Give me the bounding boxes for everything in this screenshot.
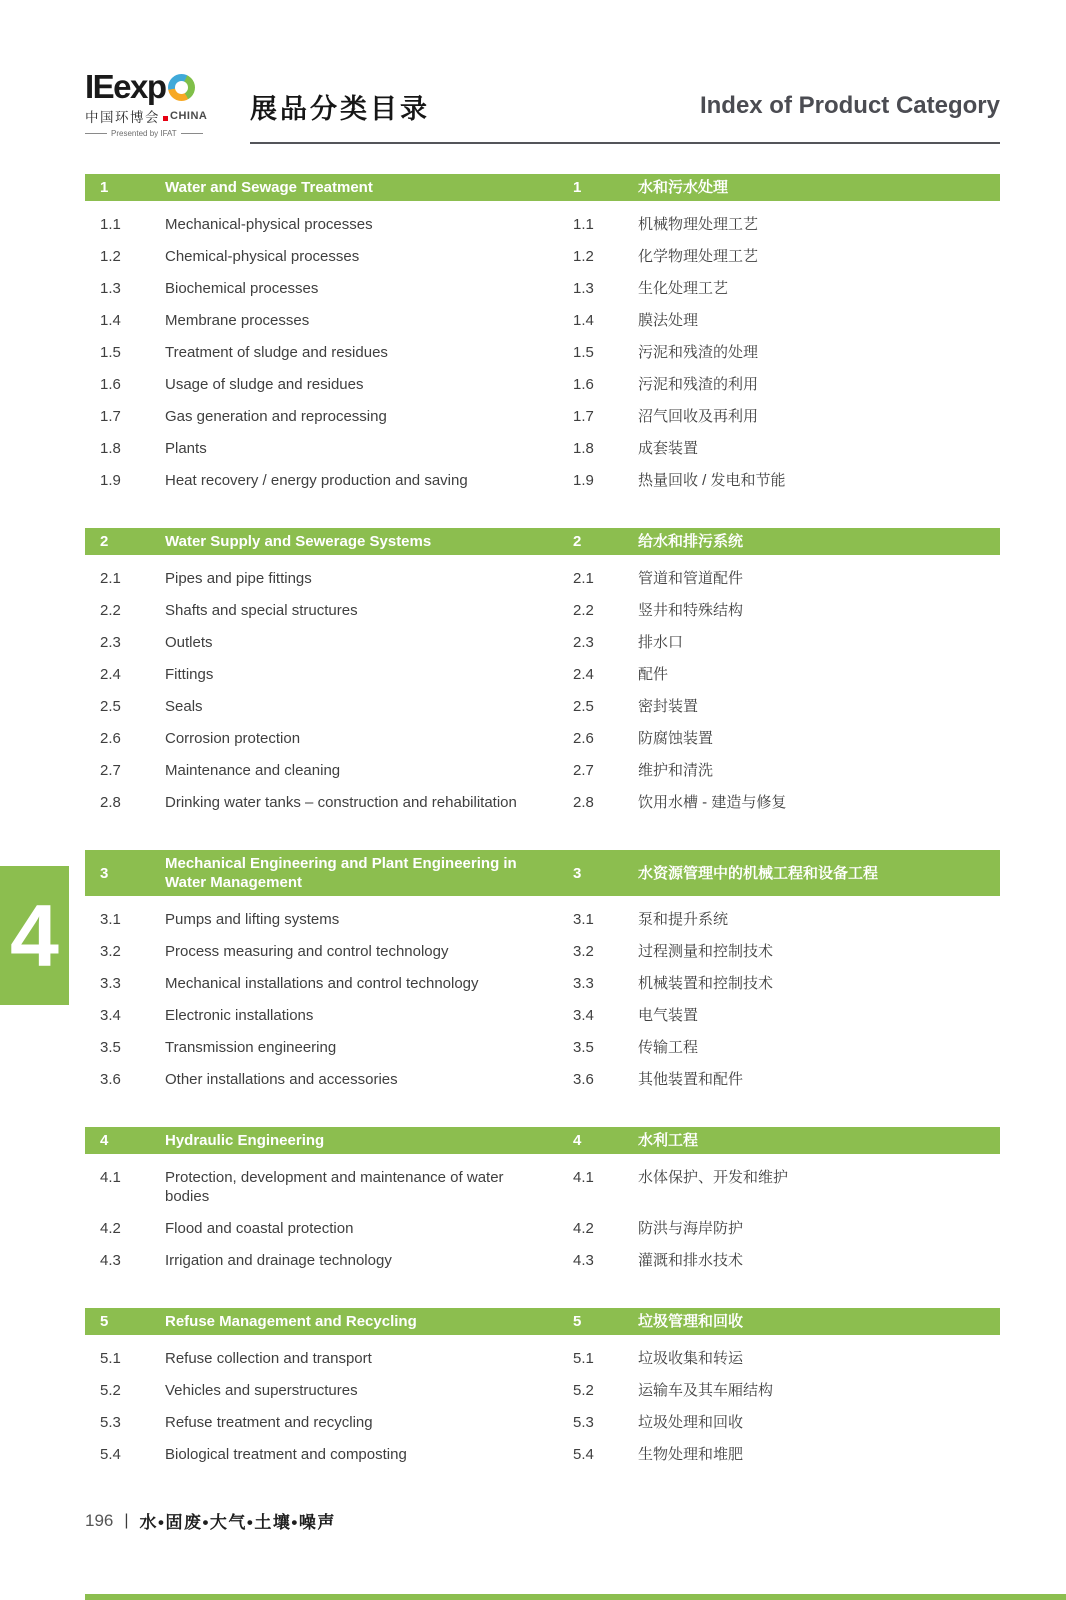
row-label-en: Refuse treatment and recycling [165,1414,373,1431]
category-row [85,1349,1000,1368]
category-section [85,1127,1000,1270]
row-label-zh: 生物处理和堆肥 [638,1446,744,1463]
row-label-en: Biochemical processes [165,280,319,297]
row-label-zh: 运输车及其车厢结构 [638,1382,774,1399]
row-label-zh: 竖井和特殊结构 [638,602,744,619]
row-number-en: 2.8 [100,794,121,811]
row-label-zh: 污泥和残渣的处理 [638,344,759,361]
row-number-zh: 3.2 [573,943,594,960]
section-header-bar [85,1127,1000,1154]
logo-chinese-name: 中国环博会 [85,110,160,125]
row-number-en: 1.2 [100,248,121,265]
category-row [85,247,1000,266]
category-row [85,729,1000,748]
row-number-en: 1.6 [100,376,121,393]
row-label-en: Seals [165,698,203,715]
category-section [85,850,1000,1089]
row-number-en: 4.2 [100,1220,121,1237]
row-label-zh: 灌溉和排水技术 [638,1252,744,1269]
section-number-zh: 2 [573,533,582,550]
ie-expo-logo [85,70,235,144]
row-label-en: Heat recovery / energy production and saving [165,472,468,489]
row-number-zh: 1.3 [573,280,594,297]
section-header-bar [85,528,1000,555]
row-number-zh: 4.2 [573,1220,594,1237]
category-section [85,528,1000,812]
category-row [85,761,1000,780]
row-label-zh: 饮用水槽 - 建造与修复 [638,794,787,811]
row-number-zh: 2.3 [573,634,594,651]
row-number-zh: 1.6 [573,376,594,393]
row-number-zh: 1.4 [573,312,594,329]
row-number-zh: 5.3 [573,1414,594,1431]
row-label-zh: 化学物理处理工艺 [638,248,759,265]
section-rows [85,215,1000,490]
section-title-en: Water and Sewage Treatment [165,179,373,196]
section-number-en: 5 [100,1313,109,1330]
category-row [85,439,1000,458]
row-number-en: 5.3 [100,1414,121,1431]
row-label-en: Process measuring and control technology [165,943,449,960]
section-rows [85,1168,1000,1270]
section-number-en: 2 [100,533,109,550]
logo-brand-text: IEexp [85,68,166,105]
section-header-bar [85,850,1000,896]
row-number-en: 1.4 [100,312,121,329]
row-label-en: Electronic installations [165,1007,314,1024]
row-number-zh: 3.4 [573,1007,594,1024]
page-footer [85,1508,1000,1533]
row-label-en: Drinking water tanks – construction and rehabilitation [165,794,517,811]
row-label-en: Flood and coastal protection [165,1220,354,1237]
category-row [85,601,1000,620]
row-number-zh: 2.4 [573,666,594,683]
row-number-zh: 1.7 [573,408,594,425]
category-row [85,1445,1000,1464]
logo-presented-by [85,129,235,138]
bottom-green-strip [85,1594,1066,1600]
section-rows [85,910,1000,1089]
row-number-zh: 2.2 [573,602,594,619]
row-label-zh: 膜法处理 [638,312,699,329]
row-number-zh: 2.5 [573,698,594,715]
category-row [85,471,1000,490]
row-number-zh: 2.6 [573,730,594,747]
row-number-en: 4.3 [100,1252,121,1269]
category-row [85,942,1000,961]
section-number-zh: 5 [573,1313,582,1330]
row-label-en: Pumps and lifting systems [165,911,340,928]
row-number-en: 3.1 [100,911,121,928]
row-number-en: 3.6 [100,1071,121,1088]
row-label-zh: 过程测量和控制技术 [638,943,774,960]
section-title-zh: 给水和排污系统 [638,533,744,550]
row-label-en: Other installations and accessories [165,1071,398,1088]
row-number-en: 2.7 [100,762,121,779]
logo-subtitle [85,106,235,126]
category-row [85,279,1000,298]
row-label-zh: 其他装置和配件 [638,1071,744,1088]
section-title-zh: 水资源管理中的机械工程和设备工程 [638,864,879,882]
section-number-zh: 1 [573,179,582,196]
row-number-zh: 5.1 [573,1350,594,1367]
category-section [85,174,1000,490]
row-number-zh: 1.2 [573,248,594,265]
row-number-zh: 4.1 [573,1169,594,1186]
row-number-en: 3.5 [100,1039,121,1056]
row-number-en: 1.1 [100,216,121,233]
footer-divider: | [124,1511,129,1529]
row-label-zh: 电气装置 [638,1007,699,1024]
row-label-en: Plants [165,440,207,457]
row-label-en: Maintenance and cleaning [165,762,341,779]
row-number-en: 2.6 [100,730,121,747]
row-number-zh: 5.2 [573,1382,594,1399]
category-row [85,1251,1000,1270]
category-row [85,407,1000,426]
row-number-en: 2.4 [100,666,121,683]
row-number-en: 5.1 [100,1350,121,1367]
category-row [85,1070,1000,1089]
row-label-en: Vehicles and superstructures [165,1382,358,1399]
category-row [85,1219,1000,1238]
logo-country-text: CHINA [170,110,208,122]
row-label-zh: 管道和管道配件 [638,570,744,587]
dash-right [181,133,203,134]
section-number-en: 3 [100,864,109,882]
row-label-zh: 水体保护、开发和维护 [638,1169,789,1186]
row-number-en: 2.1 [100,570,121,587]
row-number-en: 3.2 [100,943,121,960]
row-label-zh: 防腐蚀装置 [638,730,714,747]
chapter-tab-4: 4 [0,866,69,1005]
category-row [85,569,1000,588]
section-title-zh: 水利工程 [638,1132,699,1149]
row-label-zh: 传输工程 [638,1039,699,1056]
dash-left [85,133,107,134]
page-number: 196 [85,1510,114,1530]
page-title-zh: 展品分类目录 [250,93,430,124]
row-label-en: Pipes and pipe fittings [165,570,312,587]
row-label-zh: 成套装置 [638,440,699,457]
title-band [250,70,1000,144]
section-title-en: Refuse Management and Recycling [165,1313,417,1330]
row-label-zh: 垃圾收集和转运 [638,1350,744,1367]
category-row [85,697,1000,716]
row-number-zh: 2.7 [573,762,594,779]
row-label-zh: 防洪与海岸防护 [638,1220,744,1237]
row-label-en: Fittings [165,666,214,683]
row-label-zh: 泵和提升系统 [638,911,729,928]
row-number-en: 2.5 [100,698,121,715]
row-label-en: Gas generation and reprocessing [165,408,387,425]
row-label-zh: 排水口 [638,634,684,651]
row-label-en: Chemical-physical processes [165,248,360,265]
row-number-en: 3.3 [100,975,121,992]
row-label-zh: 沼气回收及再利用 [638,408,759,425]
category-row [85,1381,1000,1400]
category-row [85,311,1000,330]
section-title-en: Mechanical Engineering and Plant Engineering in Water Management [165,855,517,891]
row-number-zh: 5.4 [573,1446,594,1463]
row-label-zh: 污泥和残渣的利用 [638,376,759,393]
section-number-zh: 3 [573,864,582,882]
row-number-en: 2.3 [100,634,121,651]
row-label-zh: 维护和清洗 [638,762,714,779]
section-header-bar [85,174,1000,201]
section-number-en: 4 [100,1132,109,1149]
row-number-zh: 1.8 [573,440,594,457]
row-label-zh: 热量回收 / 发电和节能 [638,472,786,489]
row-number-zh: 1.9 [573,472,594,489]
row-number-en: 1.5 [100,344,121,361]
row-label-zh: 机械物理处理工艺 [638,216,759,233]
row-number-en: 5.2 [100,1382,121,1399]
section-header-bar [85,1308,1000,1335]
category-row [85,375,1000,394]
row-number-zh: 3.1 [573,911,594,928]
category-section [85,1308,1000,1464]
row-label-en: Treatment of sludge and residues [165,344,388,361]
section-title-en: Hydraulic Engineering [165,1132,325,1149]
category-row [85,633,1000,652]
row-label-en: Mechanical installations and control technology [165,975,479,992]
row-label-en: Irrigation and drainage technology [165,1252,392,1269]
category-row [85,793,1000,812]
presented-by-text: Presented by IFAT [111,129,177,138]
logo-wordmark [85,70,235,104]
category-row [85,1168,1000,1206]
row-number-en: 5.4 [100,1446,121,1463]
row-label-en: Transmission engineering [165,1039,337,1056]
row-label-en: Outlets [165,634,213,651]
category-row [85,665,1000,684]
category-row [85,974,1000,993]
logo-o-ring-icon [168,74,195,101]
row-number-en: 1.7 [100,408,121,425]
row-number-zh: 3.5 [573,1039,594,1056]
row-label-en: Biological treatment and composting [165,1446,407,1463]
row-number-en: 1.3 [100,280,121,297]
category-row [85,215,1000,234]
category-row [85,343,1000,362]
row-number-en: 2.2 [100,602,121,619]
row-label-en: Membrane processes [165,312,310,329]
row-number-zh: 2.8 [573,794,594,811]
page-title-en: Index of Product Category [699,92,1000,119]
row-label-en: Shafts and special structures [165,602,358,619]
row-label-en: Usage of sludge and residues [165,376,364,393]
section-title-en: Water Supply and Sewerage Systems [165,533,432,550]
row-number-en: 3.4 [100,1007,121,1024]
category-index [85,174,1000,1464]
category-row [85,910,1000,929]
footer-tagline: 水•固废•大气•土壤•噪声 [139,1513,336,1532]
row-number-en: 4.1 [100,1169,121,1186]
section-number-en: 1 [100,179,109,196]
category-row [85,1038,1000,1057]
section-title-zh: 水和污水处理 [638,179,729,196]
section-title-zh: 垃圾管理和回收 [638,1313,744,1330]
page-header [85,70,1000,144]
category-row [85,1006,1000,1025]
row-label-zh: 配件 [638,666,669,683]
row-label-en: Protection, development and maintenance of water bodies [165,1169,504,1205]
row-number-zh: 1.5 [573,344,594,361]
row-number-zh: 4.3 [573,1252,594,1269]
row-label-en: Refuse collection and transport [165,1350,372,1367]
row-label-en: Mechanical-physical processes [165,216,373,233]
section-rows [85,1349,1000,1464]
row-label-zh: 生化处理工艺 [638,280,729,297]
row-number-en: 1.9 [100,472,121,489]
row-label-zh: 机械装置和控制技术 [638,975,774,992]
row-label-zh: 密封装置 [638,698,699,715]
row-label-en: Corrosion protection [165,730,301,747]
logo-red-square-icon [163,116,168,121]
row-label-zh: 垃圾处理和回收 [638,1414,744,1431]
category-row [85,1413,1000,1432]
section-number-zh: 4 [573,1132,582,1149]
row-number-zh: 3.6 [573,1071,594,1088]
section-rows [85,569,1000,812]
row-number-en: 1.8 [100,440,121,457]
row-number-zh: 1.1 [573,216,594,233]
row-number-zh: 2.1 [573,570,594,587]
row-number-zh: 3.3 [573,975,594,992]
